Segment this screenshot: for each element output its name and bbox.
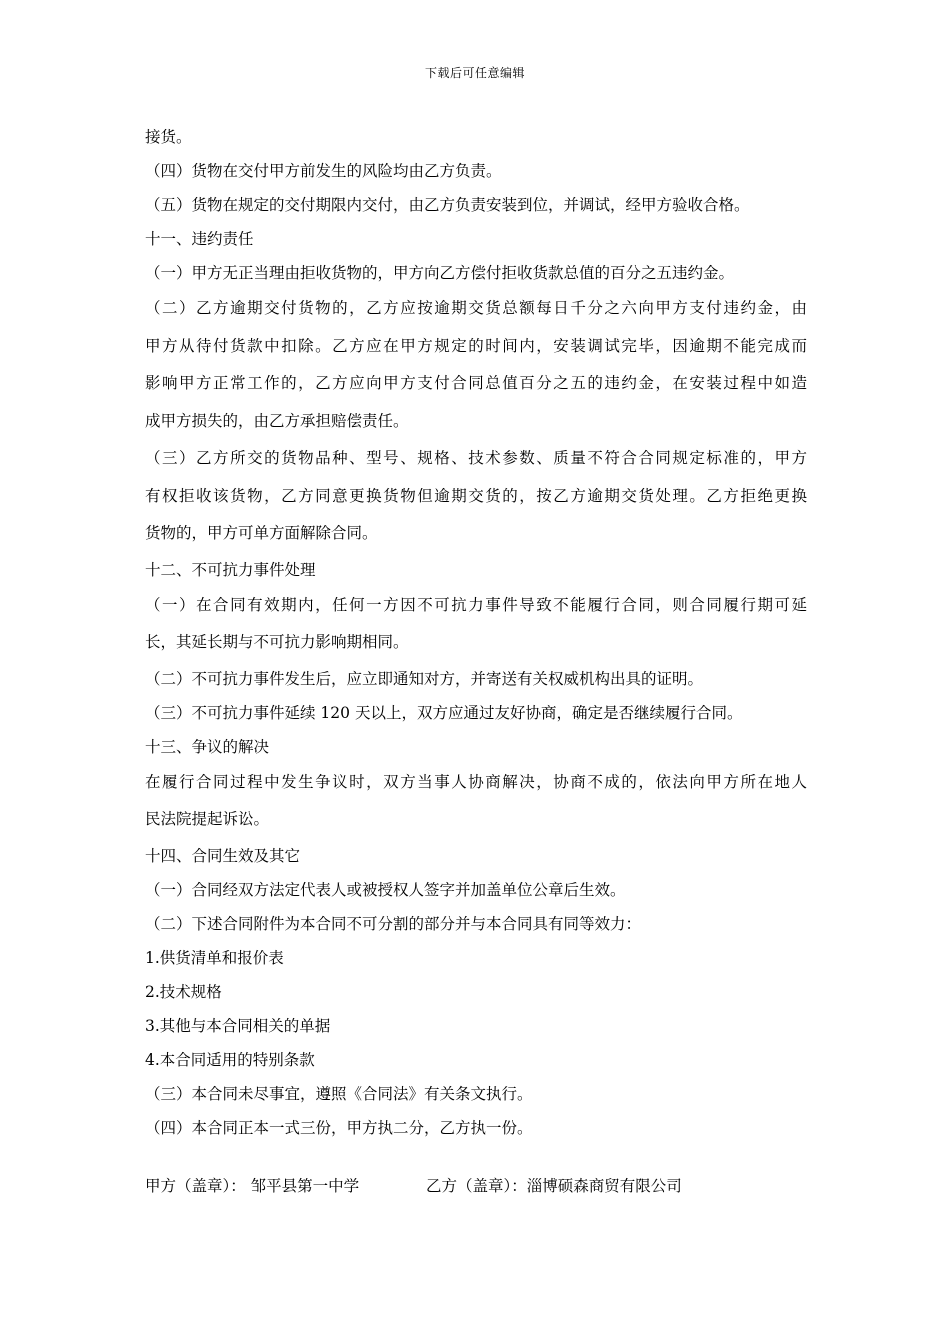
- text-line: 成甲方损失的，由乙方承担赔偿责任。: [145, 411, 409, 430]
- contract-lines: [145, 120, 807, 1145]
- text-line: 1.供货清单和报价表: [145, 948, 284, 967]
- text-line: （三）不可抗力事件延续 120 天以上，双方应通过友好协商，确定是否继续履行合同。: [145, 703, 743, 722]
- party-b-signature: 乙方（盖章）：淄博硕森商贸有限公司: [426, 1176, 682, 1195]
- text-line: （五）货物在规定的交付期限内交付，由乙方负责安装到位，并调试，经甲方验收合格。: [145, 196, 750, 214]
- text-line: 民法院提起诉讼。: [145, 810, 270, 828]
- text-line: 影响甲方正常工作的，乙方应向甲方支付合同总值百分之五的违约金，在安装过程中如造: [145, 374, 807, 392]
- text-line: （四）本合同正本一式三份，甲方执二分，乙方执一份。: [145, 1118, 533, 1137]
- text-line: 2.技术规格: [145, 982, 222, 1001]
- text-line: 长，其延长期与不可抗力影响期相同。: [145, 633, 409, 651]
- text-line: 在履行合同过程中发生争议时，双方当事人协商解决，协商不成的，依法向甲方所在地人: [145, 772, 807, 791]
- page-header: 下载后可任意编辑: [424, 66, 525, 80]
- text-line: （二）乙方逾期交付货物的，乙方应按逾期交货总额每日千分之六向甲方支付违约金，由: [145, 299, 807, 317]
- text-line: 甲方从待付货款中扣除。乙方应在甲方规定的时间内，安装调试完毕，因逾期不能完成而: [145, 336, 807, 355]
- text-line: （一）合同经双方法定代表人或被授权人签字并加盖单位公章后生效。: [145, 880, 626, 899]
- text-line: 接货。: [145, 128, 192, 146]
- blank-spacer: [145, 1145, 807, 1169]
- text-line: 十二、不可抗力事件处理: [145, 560, 316, 579]
- text-line: 十四、合同生效及其它: [145, 846, 301, 865]
- text-line: （三）本合同未尽事宜，遵照《合同法》有关条文执行。: [145, 1084, 533, 1103]
- text-line: 有权拒收该货物，乙方同意更换货物但逾期交货的，按乙方逾期交货处理。乙方拒绝更换: [145, 486, 807, 505]
- text-line: 十三、争议的解决: [145, 737, 270, 756]
- text-line: 4.本合同适用的特别条款: [145, 1050, 315, 1069]
- text-line: （一）甲方无正当理由拒收货物的，甲方向乙方偿付拒收货款总值的百分之五违约金。: [145, 264, 735, 282]
- party-a-signature: 甲方（盖章）： 邹平县第一中学: [145, 1176, 360, 1195]
- contract-body: [145, 120, 807, 1203]
- text-line: 3.其他与本合同相关的单据: [145, 1016, 331, 1035]
- text-line: （二）不可抗力事件发生后，应立即通知对方，并寄送有关权威机构出具的证明。: [145, 669, 704, 688]
- text-line: （一）在合同有效期内，任何一方因不可抗力事件导致不能履行合同，则合同履行期可延: [145, 595, 807, 614]
- text-line: （三）乙方所交的货物品种、型号、规格、技术参数、质量不符合合同规定标准的，甲方: [145, 449, 807, 467]
- signature-row: [145, 1169, 807, 1203]
- text-line: 货物的，甲方可单方面解除合同。: [145, 524, 378, 542]
- text-line: （四）货物在交付甲方前发生的风险均由乙方负责。: [145, 162, 502, 180]
- text-line: 十一、违约责任: [145, 230, 254, 248]
- text-line: （二）下述合同附件为本合同不可分割的部分并与本合同具有同等效力：: [145, 914, 642, 933]
